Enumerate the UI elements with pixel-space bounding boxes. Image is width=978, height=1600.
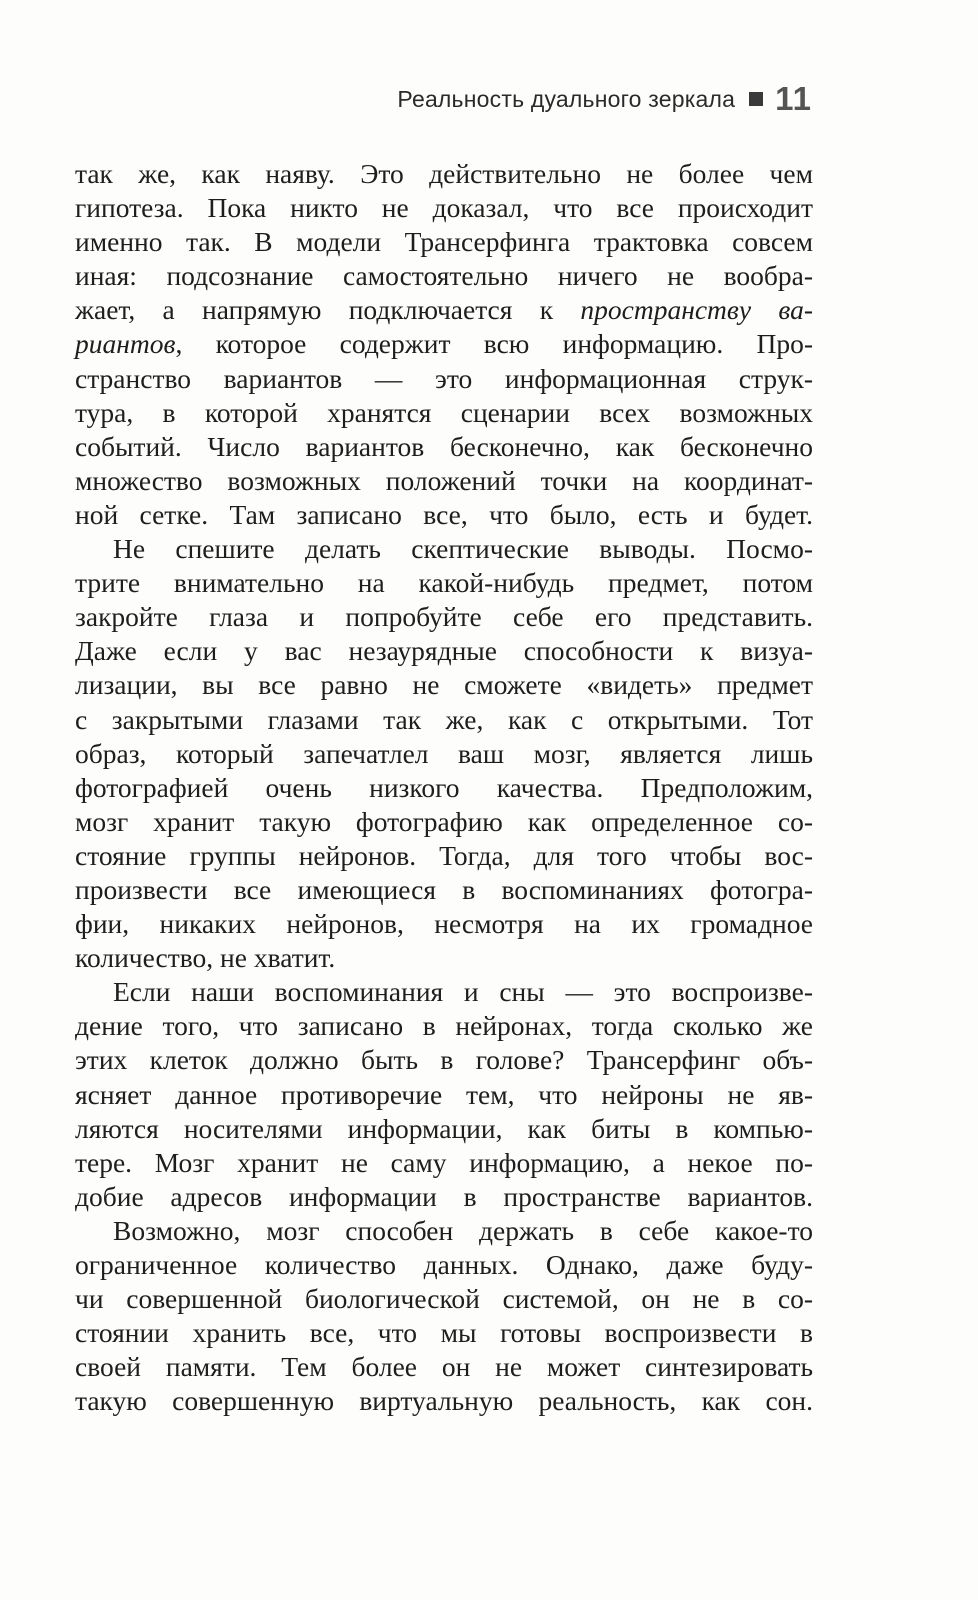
text-line: ограниченное количество данных. Однако, даже буду-	[75, 1249, 813, 1280]
text-line: ясняет данное противоречие тем, что нейроны не яв-	[75, 1078, 813, 1110]
text-line: закройте глаза и попробуйте себе его представить.	[75, 601, 813, 633]
emphasis-term: пространству ва-	[580, 294, 813, 326]
text-line: добие адресов информации в пространстве вариантов.	[75, 1180, 813, 1212]
square-bullet-icon	[749, 92, 763, 106]
text-line: стояние группы нейронов. Тогда, для того чтобы вос-	[75, 839, 813, 871]
text-line: произвести все имеющиеся в воспоминаниях фотогра-	[75, 873, 813, 905]
text-line: образ, который запечатлел ваш мозг, является лишь	[75, 737, 813, 769]
paragraph-2	[75, 532, 813, 975]
body-text	[75, 157, 813, 1418]
text-line: ляются носителями информации, как биты в компью-	[75, 1112, 813, 1144]
text-line: своей памяти. Тем более он не может синтезировать	[75, 1351, 813, 1383]
text-segment: , которое содержит всю информацию. Про-	[175, 328, 813, 360]
text-line: дение того, что записано в нейронах, тогда сколько же	[75, 1010, 813, 1042]
text-line: гипотеза. Пока никто не доказал, что все происходит	[75, 192, 813, 224]
text-line: трите внимательно на какой-нибудь предмет, потом	[75, 567, 813, 599]
text-line: множество возможных положений точки на координат-	[75, 464, 813, 496]
running-head	[397, 80, 812, 118]
page-number: 11	[775, 80, 812, 117]
text-line: событий. Число вариантов бесконечно, как бесконечно	[75, 430, 813, 462]
text-line	[75, 293, 813, 327]
text-line: так же, как наяву. Это действительно не более чем	[75, 158, 813, 189]
running-title: Реальность дуального зеркала	[397, 85, 736, 112]
text-line: мозг хранит такую фотографию как определенное со-	[75, 805, 813, 837]
text-line: такую совершенную виртуальную реальность, как сон.	[75, 1385, 813, 1417]
paragraph-4	[75, 1214, 813, 1419]
emphasis-term: риантов	[75, 328, 176, 360]
text-line: странство вариантов — это информационная струк-	[75, 362, 813, 394]
text-line	[75, 327, 813, 361]
text-line: чи совершенной биологической системой, он не в со-	[75, 1283, 813, 1315]
paragraph-1	[75, 157, 813, 532]
text-line: Даже если у вас незаурядные способности к визуа-	[75, 635, 813, 667]
text-line: этих клеток должно быть в голове? Трансерфинг объ-	[75, 1044, 813, 1076]
text-line: количество, не хватит.	[75, 942, 336, 974]
text-line: с закрытыми глазами так же, как с открытыми. Тот	[75, 703, 813, 735]
paragraph-3	[75, 975, 813, 1214]
text-line: именно так. В модели Трансерфинга трактовка совсем	[75, 226, 813, 258]
text-line: иная: подсознание самостоятельно ничего не вообра-	[75, 260, 813, 292]
text-line: фии, никаких нейронов, несмотря на их громадное	[75, 908, 813, 940]
text-line: тере. Мозг хранит не саму информацию, а некое по-	[75, 1146, 813, 1178]
text-line: тура, в которой хранятся сценарии всех возможных	[75, 396, 813, 428]
text-segment: жает, а напрямую подключается к	[75, 294, 581, 326]
text-line: ной сетке. Там записано все, что было, есть и будет.	[75, 498, 813, 530]
text-line: Если наши воспоминания и сны — это воспроизве-	[113, 976, 813, 1008]
text-line: Возможно, мозг способен держать в себе какое-то	[113, 1214, 813, 1246]
text-line: фотографией очень низкого качества. Предположим,	[75, 771, 813, 803]
text-line: стоянии хранить все, что мы готовы воспроизвести в	[75, 1317, 813, 1349]
text-line: лизации, вы все равно не сможете «видеть» предмет	[75, 669, 813, 701]
text-line: Не спешите делать скептические выводы. Посмо-	[113, 533, 813, 565]
